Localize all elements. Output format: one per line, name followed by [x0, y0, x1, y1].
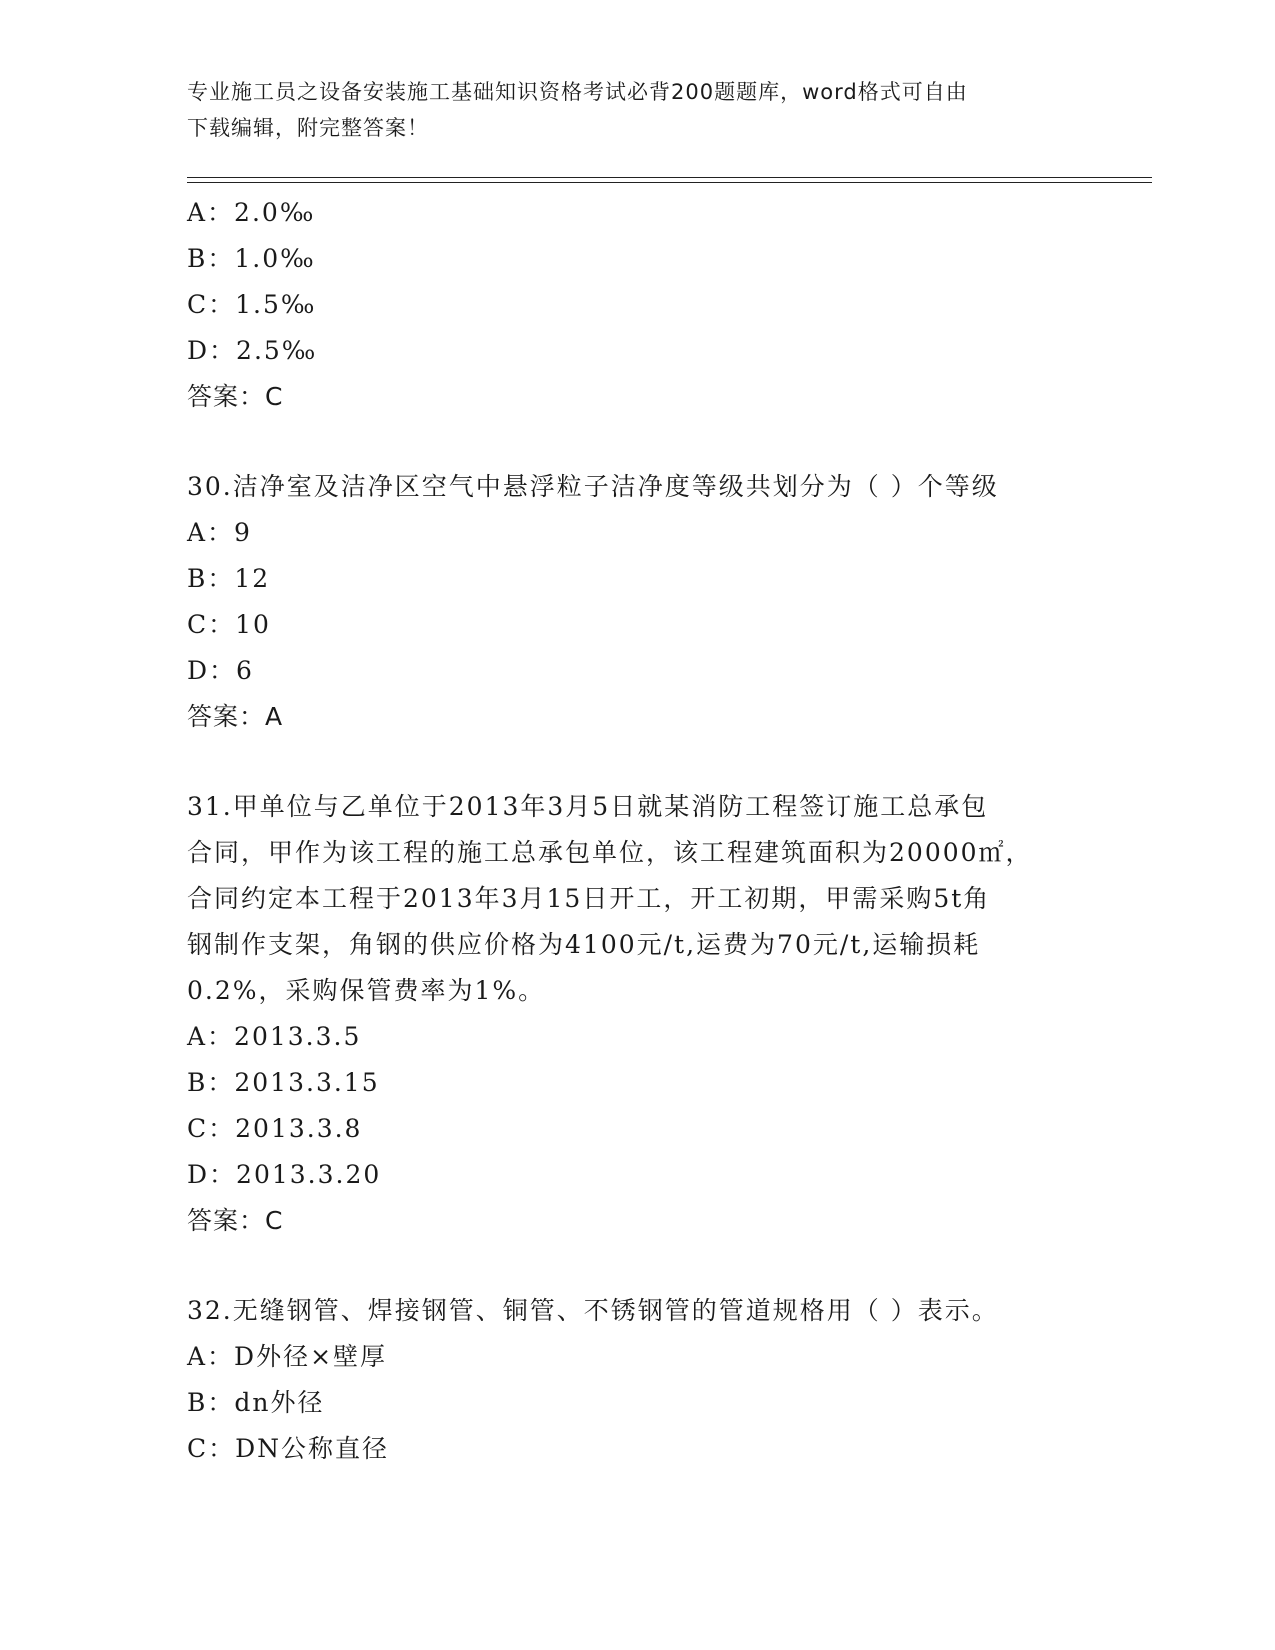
- question-text: 30.洁净室及洁净区空气中悬浮粒子洁净度等级共划分为（ ）个等级: [187, 472, 999, 501]
- option-d: D：6: [187, 656, 254, 685]
- question-32: [187, 1288, 1087, 1472]
- header-line-2: 下载编辑，附完整答案！: [187, 116, 429, 140]
- question-text-line-2: 合同，甲作为该工程的施工总承包单位，该工程建筑面积为20000㎡，: [187, 838, 1033, 867]
- spacer: [187, 1244, 1087, 1288]
- answer-line: 答案：C: [187, 382, 284, 411]
- option-c: C：2013.3.8: [187, 1114, 363, 1143]
- question-text-line-4: 钢制作支架，角钢的供应价格为4100元/t,运费为70元/t,运输损耗: [187, 930, 981, 959]
- option-d: D：2.5‰: [187, 336, 318, 365]
- option-b: B：12: [187, 564, 271, 593]
- option-a: A：9: [187, 518, 252, 547]
- option-c: C：DN公称直径: [187, 1434, 390, 1463]
- option-a: A：2013.3.5: [187, 1022, 362, 1051]
- option-b: B：2013.3.15: [187, 1068, 380, 1097]
- answer-line: 答案：A: [187, 702, 284, 731]
- header-rule-top: [187, 177, 1152, 178]
- document-header: [187, 74, 1067, 146]
- question-text: 32.无缝钢管、焊接钢管、铜管、不锈钢管的管道规格用（ ）表示。: [187, 1296, 999, 1325]
- option-a: A：D外径×壁厚: [187, 1342, 388, 1371]
- option-b: B：1.0‰: [187, 244, 316, 273]
- option-a: A：2.0‰: [187, 198, 316, 227]
- option-d: D：2013.3.20: [187, 1160, 382, 1189]
- answer-line: 答案：C: [187, 1206, 284, 1235]
- option-c: C：10: [187, 610, 271, 639]
- header-rule-bottom: [187, 182, 1152, 183]
- spacer: [187, 420, 1087, 464]
- header-line-1: 专业施工员之设备安装施工基础知识资格考试必背200题题库，word格式可自由: [187, 80, 968, 104]
- question-content: [187, 190, 1087, 1472]
- question-text-line-1: 31.甲单位与乙单位于2013年3月5日就某消防工程签订施工总承包: [187, 792, 989, 821]
- spacer: [187, 740, 1087, 784]
- question-text-line-5: 0.2%，采购保管费率为1%。: [187, 976, 546, 1005]
- question-text-line-3: 合同约定本工程于2013年3月15日开工，开工初期，甲需采购5t角: [187, 884, 991, 913]
- question-29: [187, 190, 1087, 420]
- option-c: C：1.5‰: [187, 290, 317, 319]
- question-31: [187, 784, 1087, 1244]
- option-b: B：dn外径: [187, 1388, 325, 1417]
- question-30: [187, 464, 1087, 740]
